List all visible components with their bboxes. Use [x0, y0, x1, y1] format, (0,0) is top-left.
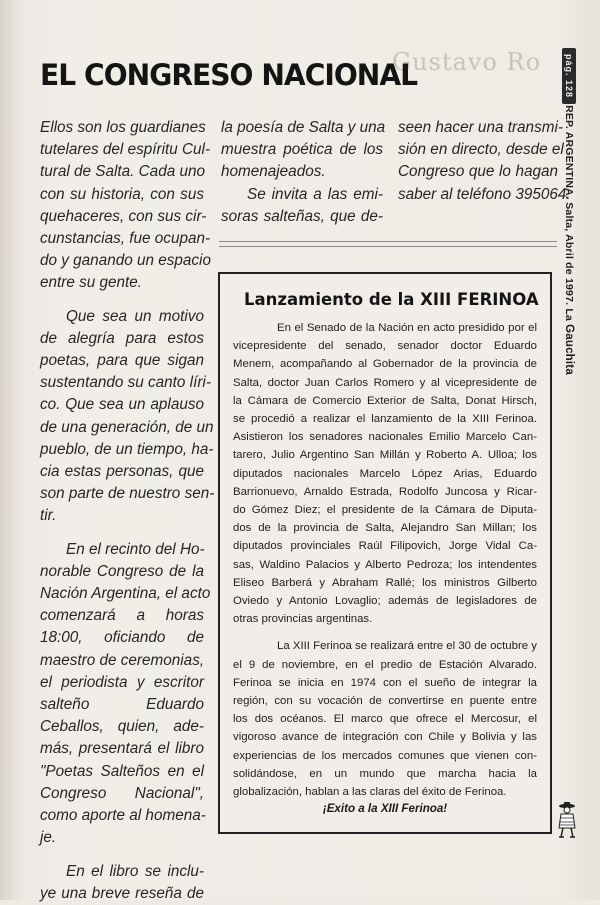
article-line: comenzará a horas: [40, 607, 204, 625]
article-line: En el recinto del Ho-: [66, 540, 205, 558]
box-title: Lanzamiento de la XIII FERINOA: [244, 290, 539, 309]
article-line: sustentando su canto líri-: [40, 374, 211, 392]
box-line: Oviedo y Antonio Lovaglio; además de legisladores de: [233, 595, 537, 608]
article-column-3: [398, 117, 571, 206]
article-line: Que sea un motivo: [66, 307, 204, 325]
article-line: como aporte al homena-: [40, 807, 206, 825]
box-line: globalización, hablan a las claras del éxito de Ferinoa.: [233, 786, 507, 799]
box-line: los dos océanos. El marco que ofrece el Mercosur, el: [233, 713, 537, 726]
article-line: ye una breve reseña de: [40, 884, 204, 902]
article-line: Ceballos, quien, ade-: [40, 718, 204, 736]
ferinoa-box: [218, 272, 552, 834]
page-number-badge: [562, 48, 576, 104]
box-line: sas, Waldino Palacios y Alberto Pedroza; los intendentes: [233, 558, 537, 571]
box-line: Barrionuevo, Arnaldo Estrada, Rodolfo Juncosa y Ricar-: [233, 485, 537, 498]
box-line: se procedió a realizar el lanzamiento de la XIII Ferinoa.: [233, 413, 537, 426]
magazine-brand: Gauchita: [563, 324, 575, 375]
article-line: el periodista y escritor: [40, 673, 204, 691]
article-line: 18:00, oficiando de: [40, 629, 204, 647]
box-line: do Gómez Diez; el presidente de la Cámara de Diputa-: [233, 504, 537, 517]
box-line: dos de la provincia de Salta, Alejandro San Millan; los: [233, 522, 537, 535]
box-line: Ferinoa se inicia en 1974 con el sueño de integrar la: [233, 676, 537, 689]
gaucho-mascot-icon: [555, 800, 579, 840]
article-column-2: [221, 117, 386, 228]
article-line: Se invita a las emi-: [247, 185, 383, 203]
box-line: vicepresidente del senado, senador doctor Eduardo: [233, 340, 537, 353]
article-line: do y ganando un espacio: [40, 252, 211, 270]
page-title: EL CONGRESO NACIONAL: [40, 58, 418, 92]
article-line: maestro de ceremonias,: [40, 651, 205, 669]
box-line: diputados provinciales Raúl Filipovich, Jorge Vidal Ca-: [233, 540, 537, 553]
box-line: Asistieron los senadores nacionales Emilio Marcelo Can-: [233, 431, 537, 444]
article-line: pueblo, de un tiempo, ha-: [40, 440, 214, 458]
article-line: de alegría para estos: [40, 329, 204, 347]
box-line: Menem, acompañando al Gobernador de la provincia de: [233, 358, 537, 371]
article-line: Congreso que lo hagan: [398, 163, 558, 181]
ghost-header-text: Gustavo Ro: [392, 48, 542, 76]
article-line: saber al teléfono 395064.: [398, 185, 571, 203]
article-line: cia estas personas, que: [40, 463, 204, 481]
divider-rule: [219, 246, 557, 247]
article-line: norable Congreso de la: [40, 562, 204, 580]
box-line: el 9 de noviembre, en el predio de Estación Alvarado.: [233, 658, 537, 671]
article-line: quehaceres, con sus cir-: [40, 207, 207, 225]
article-line: Ellos son los guardianes: [40, 119, 206, 136]
article-line: seen hacer una transmi-: [398, 119, 563, 136]
box-line: la Cámara de Comercio Exterior de Salta, Donat Hirsch,: [233, 394, 537, 407]
article-line: con su historia, con sus: [40, 185, 204, 203]
side-caption: [563, 105, 575, 375]
article-line: sión en directo, desde el: [398, 141, 564, 159]
article-line: Congreso Nacional",: [40, 784, 204, 802]
box-line: diputados nacionales Marcelo López Arias, Eduardo: [233, 467, 537, 480]
divider-rule: [219, 241, 557, 242]
article-line: tural de Salta. Cada uno: [40, 163, 205, 181]
box-line: Eliseo Barberá y Abraham Rallé; los ministros Gilberto: [233, 576, 537, 589]
article-line: muestra poética de los: [221, 141, 383, 159]
article-column-1: [40, 117, 215, 905]
article-line: entre su gente.: [40, 274, 143, 292]
box-line: región, con su vocación de convertirse en puente entre: [233, 695, 537, 708]
article-line: tir.: [40, 507, 57, 525]
article-line: tutelares del espíritu Cul-: [40, 141, 211, 159]
box-line: vigoroso avance de integración con Chile y Bolivia y las: [233, 731, 537, 744]
article-line: homenajeados.: [221, 163, 326, 181]
page-number: pág. 128: [564, 53, 574, 99]
article-line: poetas, para que sigan: [40, 352, 204, 370]
article-line: soras salteñas, que de-: [221, 207, 383, 225]
article-line: son parte de nuestro sen-: [40, 485, 215, 503]
article-line: "Poetas Salteños en el: [40, 762, 204, 780]
article-line: cunstancias, fue ocupan-: [40, 230, 211, 248]
box-line: tarero, Julio Argentino San Millán y Roberto A. Ulloa; los: [233, 449, 537, 462]
box-closing-line: ¡Exito a la XIII Ferinoa!: [322, 802, 448, 815]
box-line: solidándose, en un mundo que marcha hacia la: [233, 767, 537, 780]
box-line: La XIII Ferinoa se realizará entre el 30 de octubre y: [277, 640, 537, 653]
side-caption-text: REP. ARGENTINA. Salta, Abril de 1997. La: [563, 105, 575, 325]
article-line: la poesía de Salta y una: [221, 119, 386, 136]
article-line: Nación Argentina, el acto: [40, 585, 211, 603]
box-body: [233, 319, 537, 801]
article-line: En el libro se inclu-: [66, 862, 204, 880]
article-line: salteño Eduardo: [40, 696, 204, 714]
box-line: Salta, doctor Juan Carlos Romero y al vicepresidente de: [233, 376, 537, 389]
article-line: más, presentará el libro: [40, 740, 204, 758]
box-line: En el Senado de la Nación en acto presidido por el: [277, 322, 537, 334]
box-line: experiencias de los mercados comunes que vienen con-: [233, 749, 537, 762]
box-line: otras provincias argentinas.: [233, 613, 373, 626]
article-line: de una generación, de un: [40, 418, 214, 436]
article-line: je.: [40, 829, 57, 847]
article-line: co. Que sea un aplauso: [40, 396, 204, 414]
